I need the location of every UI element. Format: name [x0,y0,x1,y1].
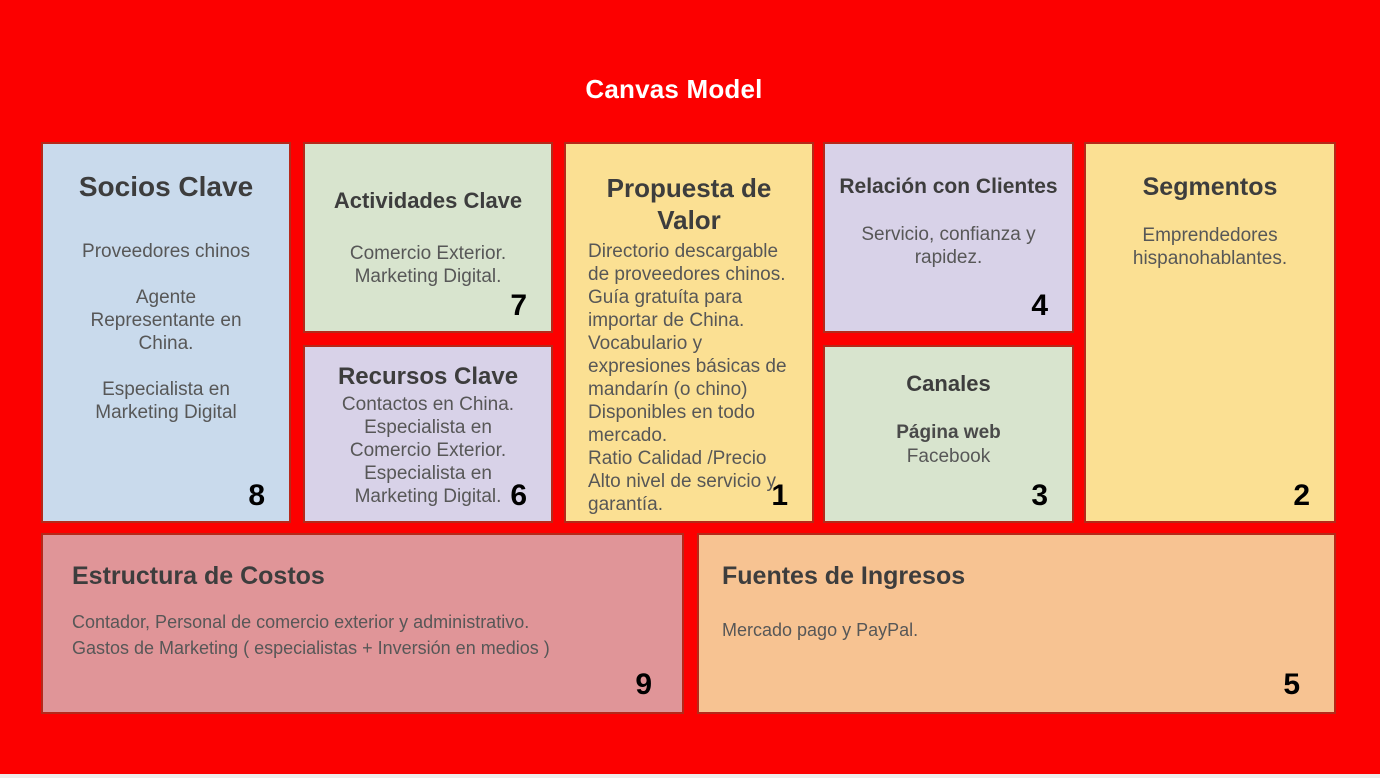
canales-title: Canales [906,371,991,396]
canales-number: 3 [1031,479,1048,512]
actividades-clave-number: 7 [510,289,527,322]
segmentos-body: Emprendedores hispanohablantes. [1132,225,1288,269]
estructura-de-costos-number: 9 [635,668,652,701]
fuentes-de-ingresos-title: Fuentes de Ingresos [722,562,966,590]
canales-box [823,345,1074,523]
socios-clave-number: 8 [248,479,265,512]
relacion-con-clientes-number: 4 [1031,289,1048,322]
propuesta-de-valor-number: 1 [771,479,788,512]
fuentes-de-ingresos-body: Mercado pago y PayPal. [722,620,919,640]
propuesta-de-valor-body: Directorio descargable de proveedores chinos. Guía gratuíta para importar de China. Vocabulario y expresiones básicas de mandarín (o chino) Disponibles en todo mercado. Ratio Calidad /Precio Alto nivel de servicio y garantía. [588,241,787,515]
relacion-con-clientes-title: Relación con Clientes [839,175,1058,198]
segmentos-box [1084,142,1336,523]
propuesta-de-valor-title: Propuesta de Valor [606,173,772,235]
estructura-de-costos-body: Contador, Personal de comercio exterior y administrativo. Gastos de Marketing ( especialistas + Inversión en medios ) [72,612,550,658]
fuentes-de-ingresos-number: 5 [1283,668,1300,701]
estructura-de-costos-title: Estructura de Costos [72,562,325,590]
page-title: Canvas Model [585,74,763,104]
canales-body: Facebook [906,446,991,467]
actividades-clave-box [303,142,553,333]
estructura-de-costos-box [41,533,684,714]
socios-clave-box [41,142,291,523]
socios-clave-body: Proveedores chinos Agente Representante en China. Especialista en Marketing Digital [82,241,250,423]
socios-clave-title: Socios Clave [78,171,254,202]
segmentos-number: 2 [1293,479,1310,512]
actividades-clave-title: Actividades Clave [333,188,523,213]
propuesta-de-valor-box [564,142,814,523]
recursos-clave-number: 6 [510,479,527,512]
canales-bold-line: Página web [896,422,1001,443]
recursos-clave-box [303,345,553,523]
relacion-con-clientes-body: Servicio, confianza y rapidez. [861,224,1036,268]
fuentes-de-ingresos-box [697,533,1336,714]
recursos-clave-body: Contactos en China. Especialista en Comercio Exterior. Especialista en Marketing Digital. [341,394,515,507]
canvas-bottom-edge [0,774,1380,778]
recursos-clave-title: Recursos Clave [337,363,519,390]
actividades-clave-body: Comercio Exterior. Marketing Digital. [349,243,507,287]
segmentos-title: Segmentos [1142,173,1278,201]
relacion-con-clientes-box [823,142,1074,333]
